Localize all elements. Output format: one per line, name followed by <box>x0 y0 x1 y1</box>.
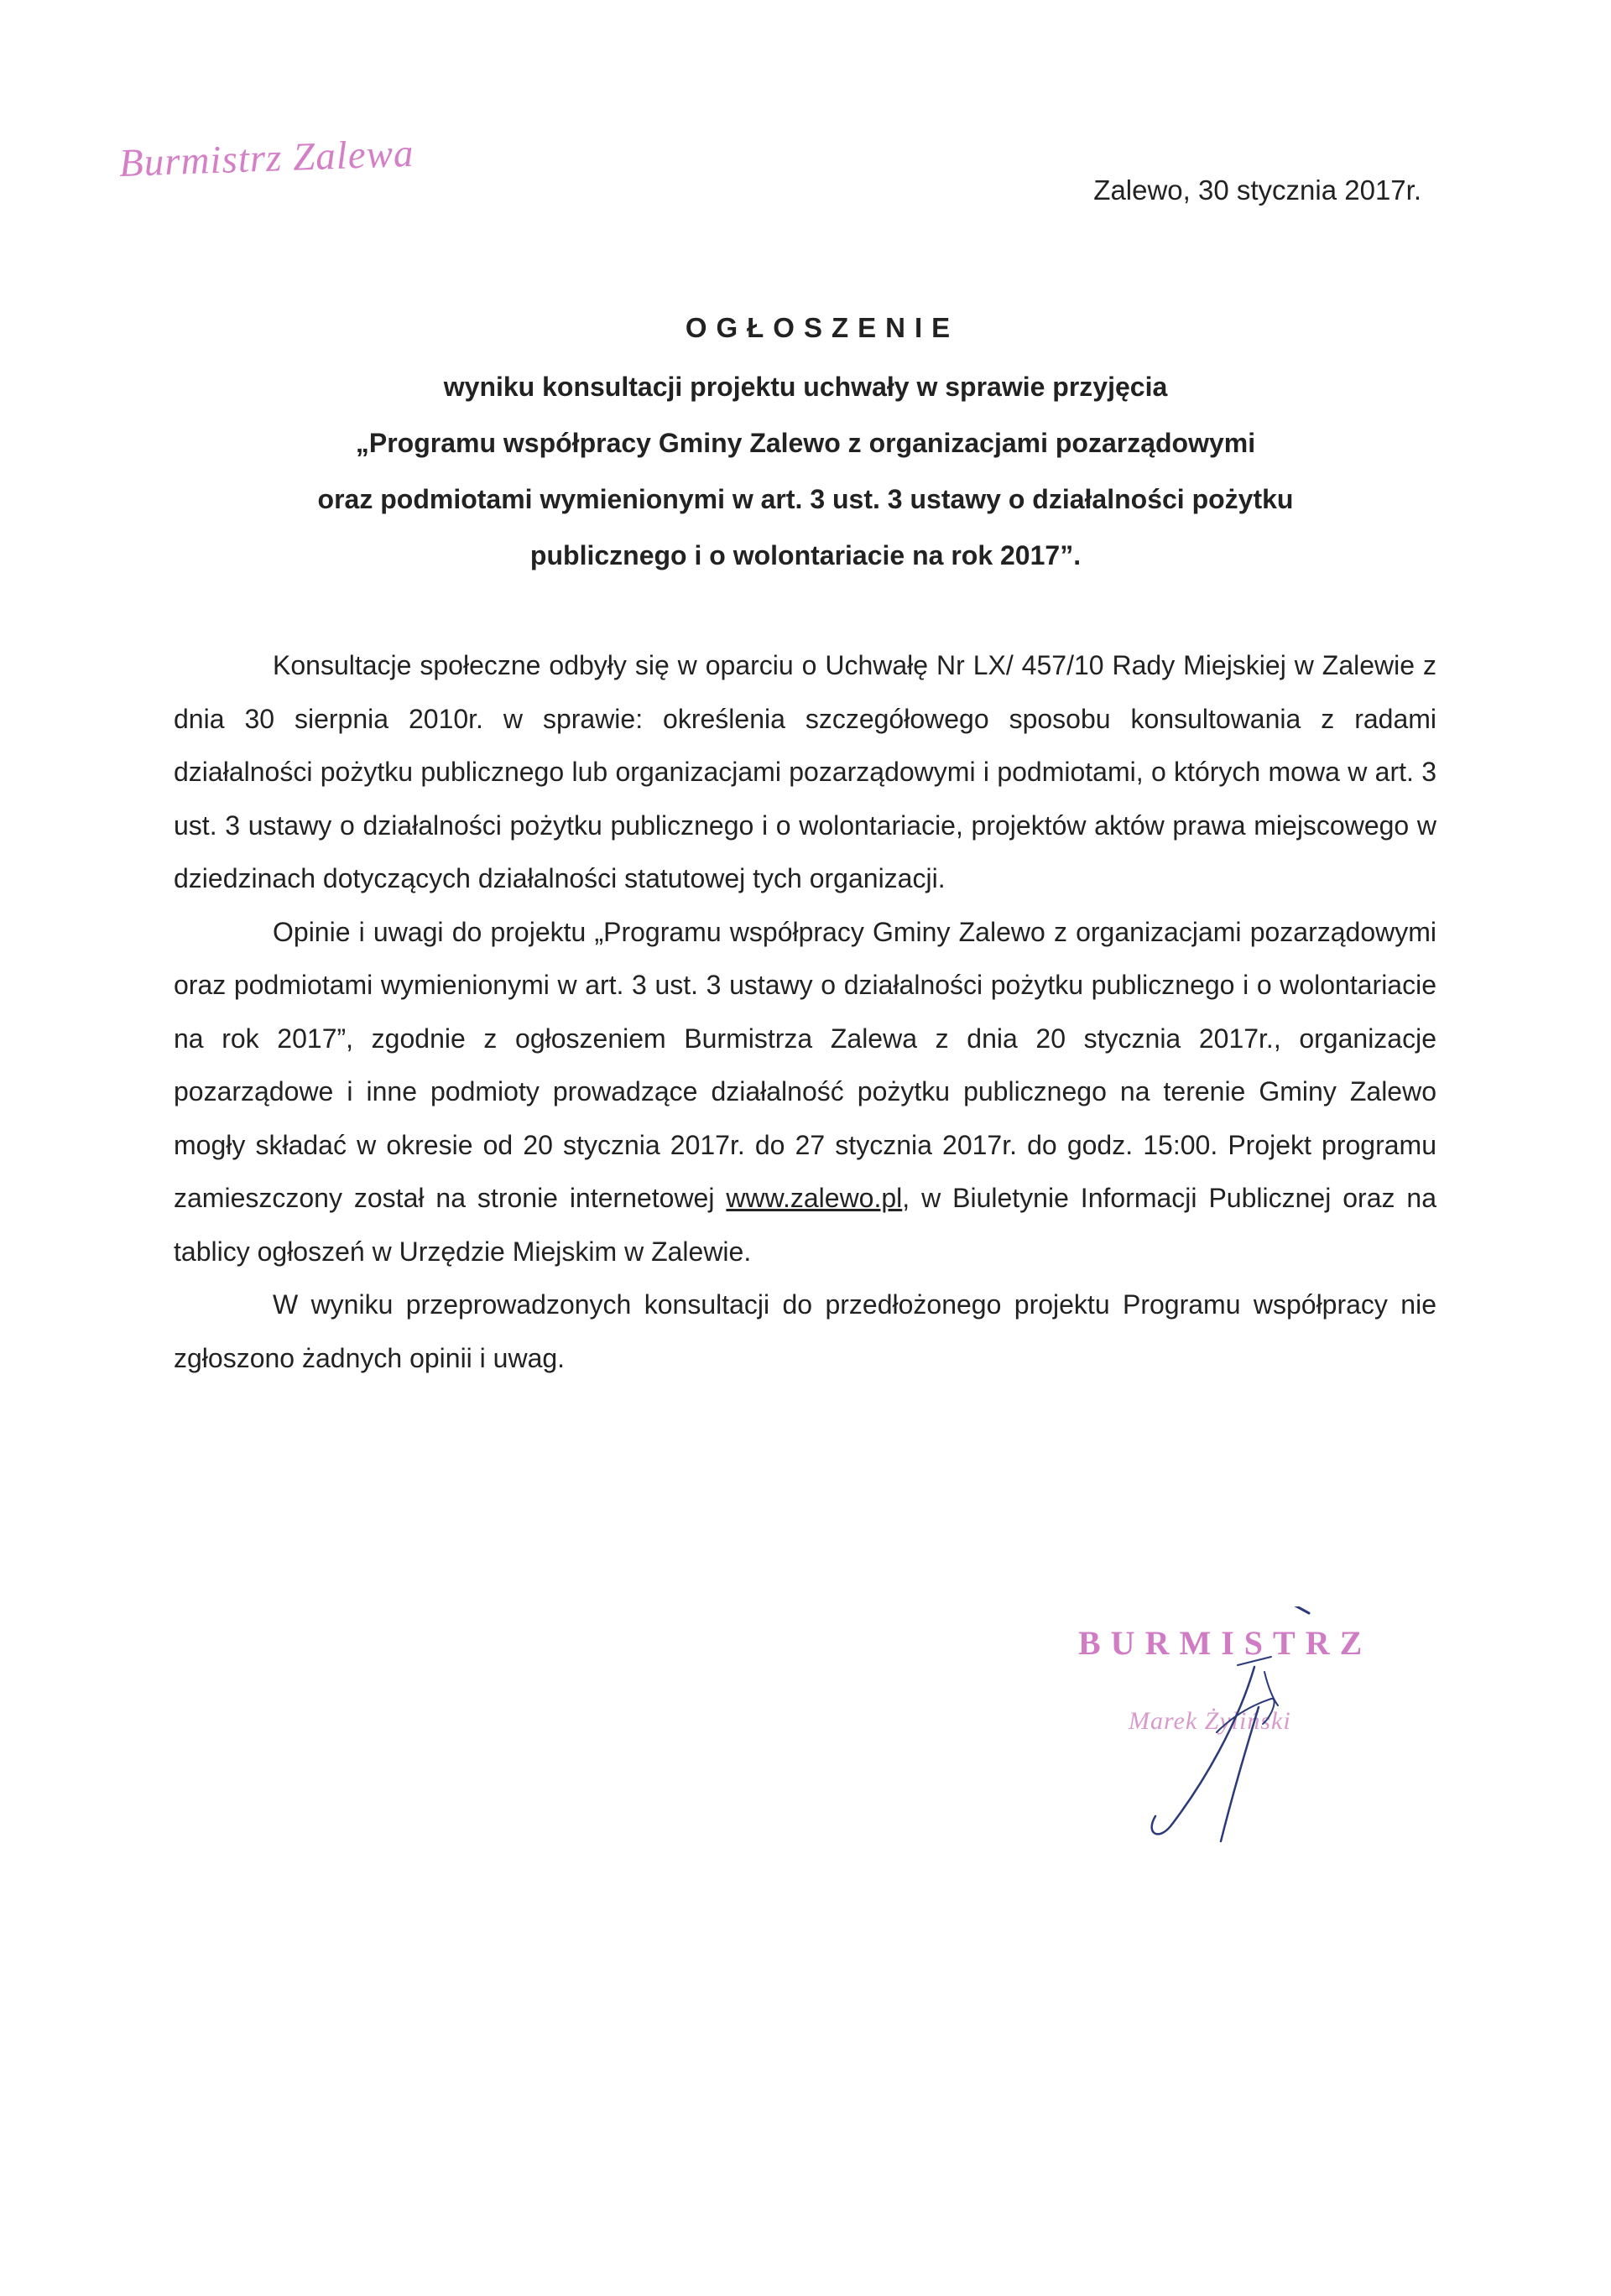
document-body <box>174 639 1436 1385</box>
paragraph-1: Konsultacje społeczne odbyły się w oparciu o Uchwałę Nr LX/ 457/10 Rady Miejskiej w Zalewie z dnia 30 sierpnia 2010r. w sprawie: określenia szczegółowego sposobu konsultowania z radami działalności pożytku publicznego lub organizacjami pozarządowymi i podmiotami, o których mowa w art. 3 ust. 3 ustawy o działalności pożytku publicznego i o wolontariacie, projektów aktów prawa miejscowego w dziedzinach dotyczących działalności statutowej tych organizacji. <box>174 650 1436 893</box>
handwritten-signature-icon <box>1078 1606 1397 1875</box>
paragraph-3: W wyniku przeprowadzonych konsultacji do przedłożonego projektu Programu współpracy nie zgłoszono żadnych opinii i uwag. <box>174 1289 1436 1373</box>
title-block <box>0 312 1611 584</box>
paragraph-2-text-start: Opinie i uwagi do projektu „Programu współpracy Gminy Zalewo z organizacjami pozarządowymi oraz podmiotami wymienionymi w art. 3 ust. 3 ustawy o działalności pożytku publicznego i o wolontariacie na rok 2017”, zgodnie z ogłoszeniem Burmistrza Zalewa z dnia 20 stycznia 2017r., organizacje pozarządowe i inne podmioty prowadzące działalność pożytku publicznego na terenie Gminy Zalewo mogły składać w okresie od 20 stycznia 2017r. do 27 stycznia 2017r. do godz. 15:00. Projekt programu zamieszczony został na stronie internetowej <box>174 916 1436 1213</box>
document-date: Zalewo, 30 stycznia 2017r. <box>1093 174 1421 206</box>
signature-title: BURMISTRZ <box>1078 1624 1373 1662</box>
title-line-3: oraz podmiotami wymienionymi w art. 3 ust. 3 ustawy o działalności pożytku <box>317 484 1294 514</box>
title-line-1: wyniku konsultacji projektu uchwały w sprawie przyjęcia <box>443 372 1168 402</box>
signature-stamp <box>1078 1606 1397 1875</box>
paragraph-2-text-end: , w Biuletynie Informacji Publicznej oraz na tablicy ogłoszeń w Urzędzie Miejskim w Zalewie. <box>174 1183 1437 1267</box>
title-line-4: publicznego i o wolontariacie na rok 2017”. <box>529 540 1082 570</box>
title-line-2: „Programu współpracy Gminy Zalewo z organizacjami pozarządowymi <box>355 428 1256 458</box>
website-link[interactable]: www.zalewo.pl <box>726 1183 903 1213</box>
document-title: OGŁOSZENIE <box>685 312 960 343</box>
signature-name: Marek Żyliński <box>1129 1707 1291 1735</box>
header-stamp: Burmistrz Zalewa <box>118 131 415 185</box>
paragraph-2 <box>174 906 1436 1279</box>
